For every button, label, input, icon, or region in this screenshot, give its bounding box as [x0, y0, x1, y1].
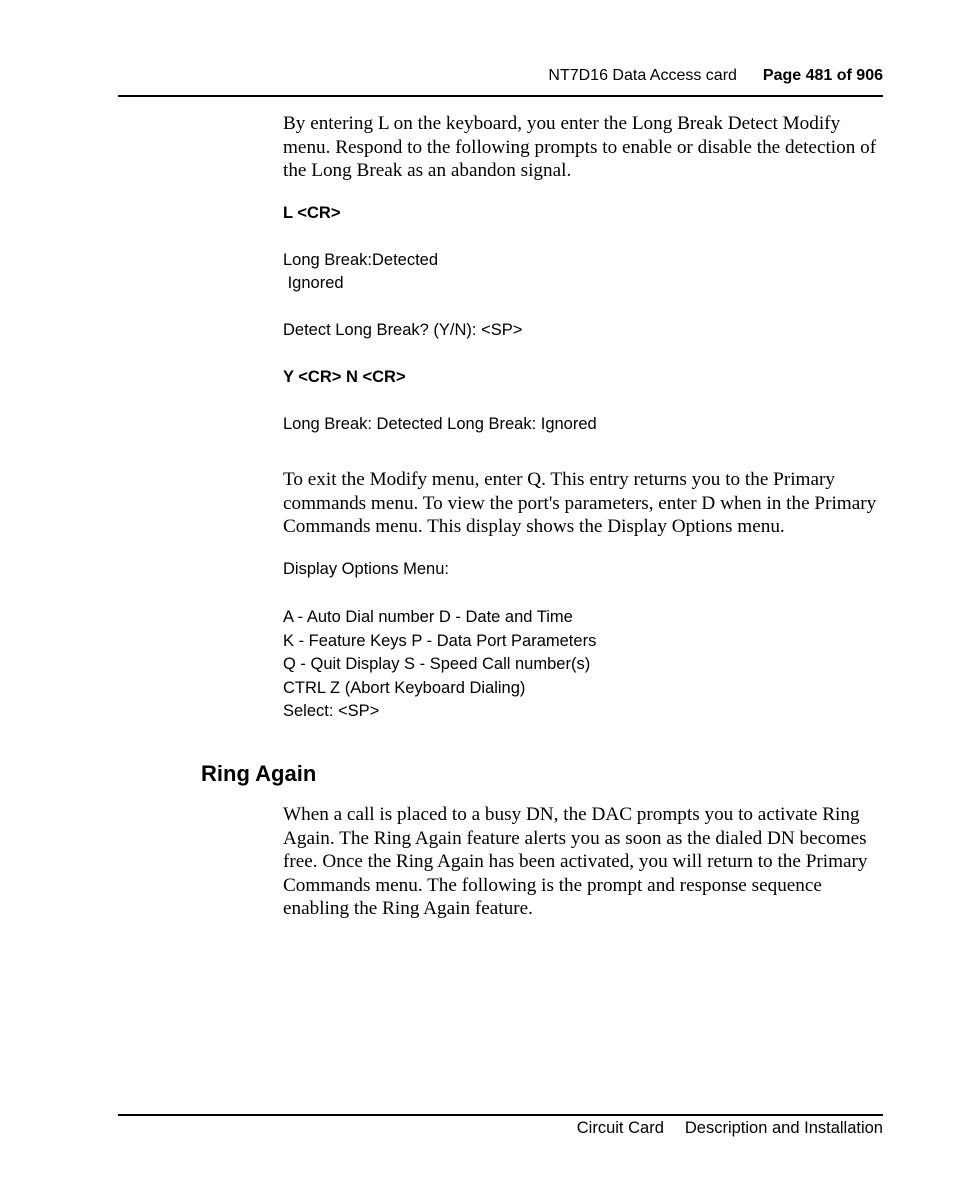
- exit-paragraph: [283, 468, 883, 539]
- display-options-title: Display Options Menu:: [283, 560, 449, 578]
- footer-divider: [118, 1114, 883, 1116]
- paragraph-line: the Long Break as an abandon signal.: [283, 160, 572, 182]
- intro-paragraph: [283, 112, 883, 183]
- paragraph-line: Commands menu. This display shows the Display Options menu.: [283, 516, 785, 538]
- page-footer: [118, 1117, 883, 1139]
- paragraph-line: Again. The Ring Again feature alerts you as soon as the dialed DN becomes: [283, 827, 867, 849]
- paragraph-line: menu. Respond to the following prompts to enable or disable the detection of: [283, 136, 877, 158]
- long-break-result: Long Break: Detected Long Break: Ignored: [283, 415, 597, 433]
- ring-again-paragraph: [283, 803, 883, 921]
- paragraph-line: By entering L on the keyboard, you enter the Long Break Detect Modify: [283, 113, 841, 134]
- menu-line: Q - Quit Display S - Speed Call number(s): [283, 655, 591, 673]
- paragraph-line: When a call is placed to a busy DN, the DAC prompts you to activate Ring: [283, 804, 860, 825]
- command-l: L <CR>: [283, 204, 341, 222]
- paragraph-line: Commands menu. The following is the prompt and response sequence: [283, 874, 822, 896]
- footer-right-text: Description and Installation: [684, 1119, 883, 1137]
- header-divider: [118, 95, 883, 97]
- detect-long-break-prompt: Detect Long Break? (Y/N): <SP>: [283, 321, 523, 339]
- long-break-prompt-detected: Long Break:Detected: [283, 251, 439, 269]
- document-title: NT7D16 Data Access card: [548, 67, 737, 84]
- section-heading-ring-again: Ring Again: [201, 761, 317, 786]
- menu-line: Select: <SP>: [283, 702, 380, 720]
- page-number: Page 481 of 906: [762, 67, 883, 84]
- display-options-menu: [283, 606, 883, 724]
- paragraph-line: commands menu. To view the port's parameters, enter D when in the Primary: [283, 492, 877, 514]
- footer-left-text: Circuit Card: [576, 1119, 664, 1137]
- long-break-prompt-ignored: Ignored: [283, 274, 344, 292]
- page-header: [118, 64, 883, 88]
- command-yn: Y <CR> N <CR>: [283, 368, 406, 386]
- menu-line: K - Feature Keys P - Data Port Parameters: [283, 631, 597, 650]
- menu-line: A - Auto Dial number D - Date and Time: [283, 608, 573, 626]
- paragraph-line: enabling the Ring Again feature.: [283, 898, 533, 920]
- paragraph-line: free. Once the Ring Again has been activated, you will return to the Primary: [283, 851, 868, 873]
- paragraph-line: To exit the Modify menu, enter Q. This entry returns you to the Primary: [283, 469, 835, 490]
- menu-line: CTRL Z (Abort Keyboard Dialing): [283, 678, 526, 697]
